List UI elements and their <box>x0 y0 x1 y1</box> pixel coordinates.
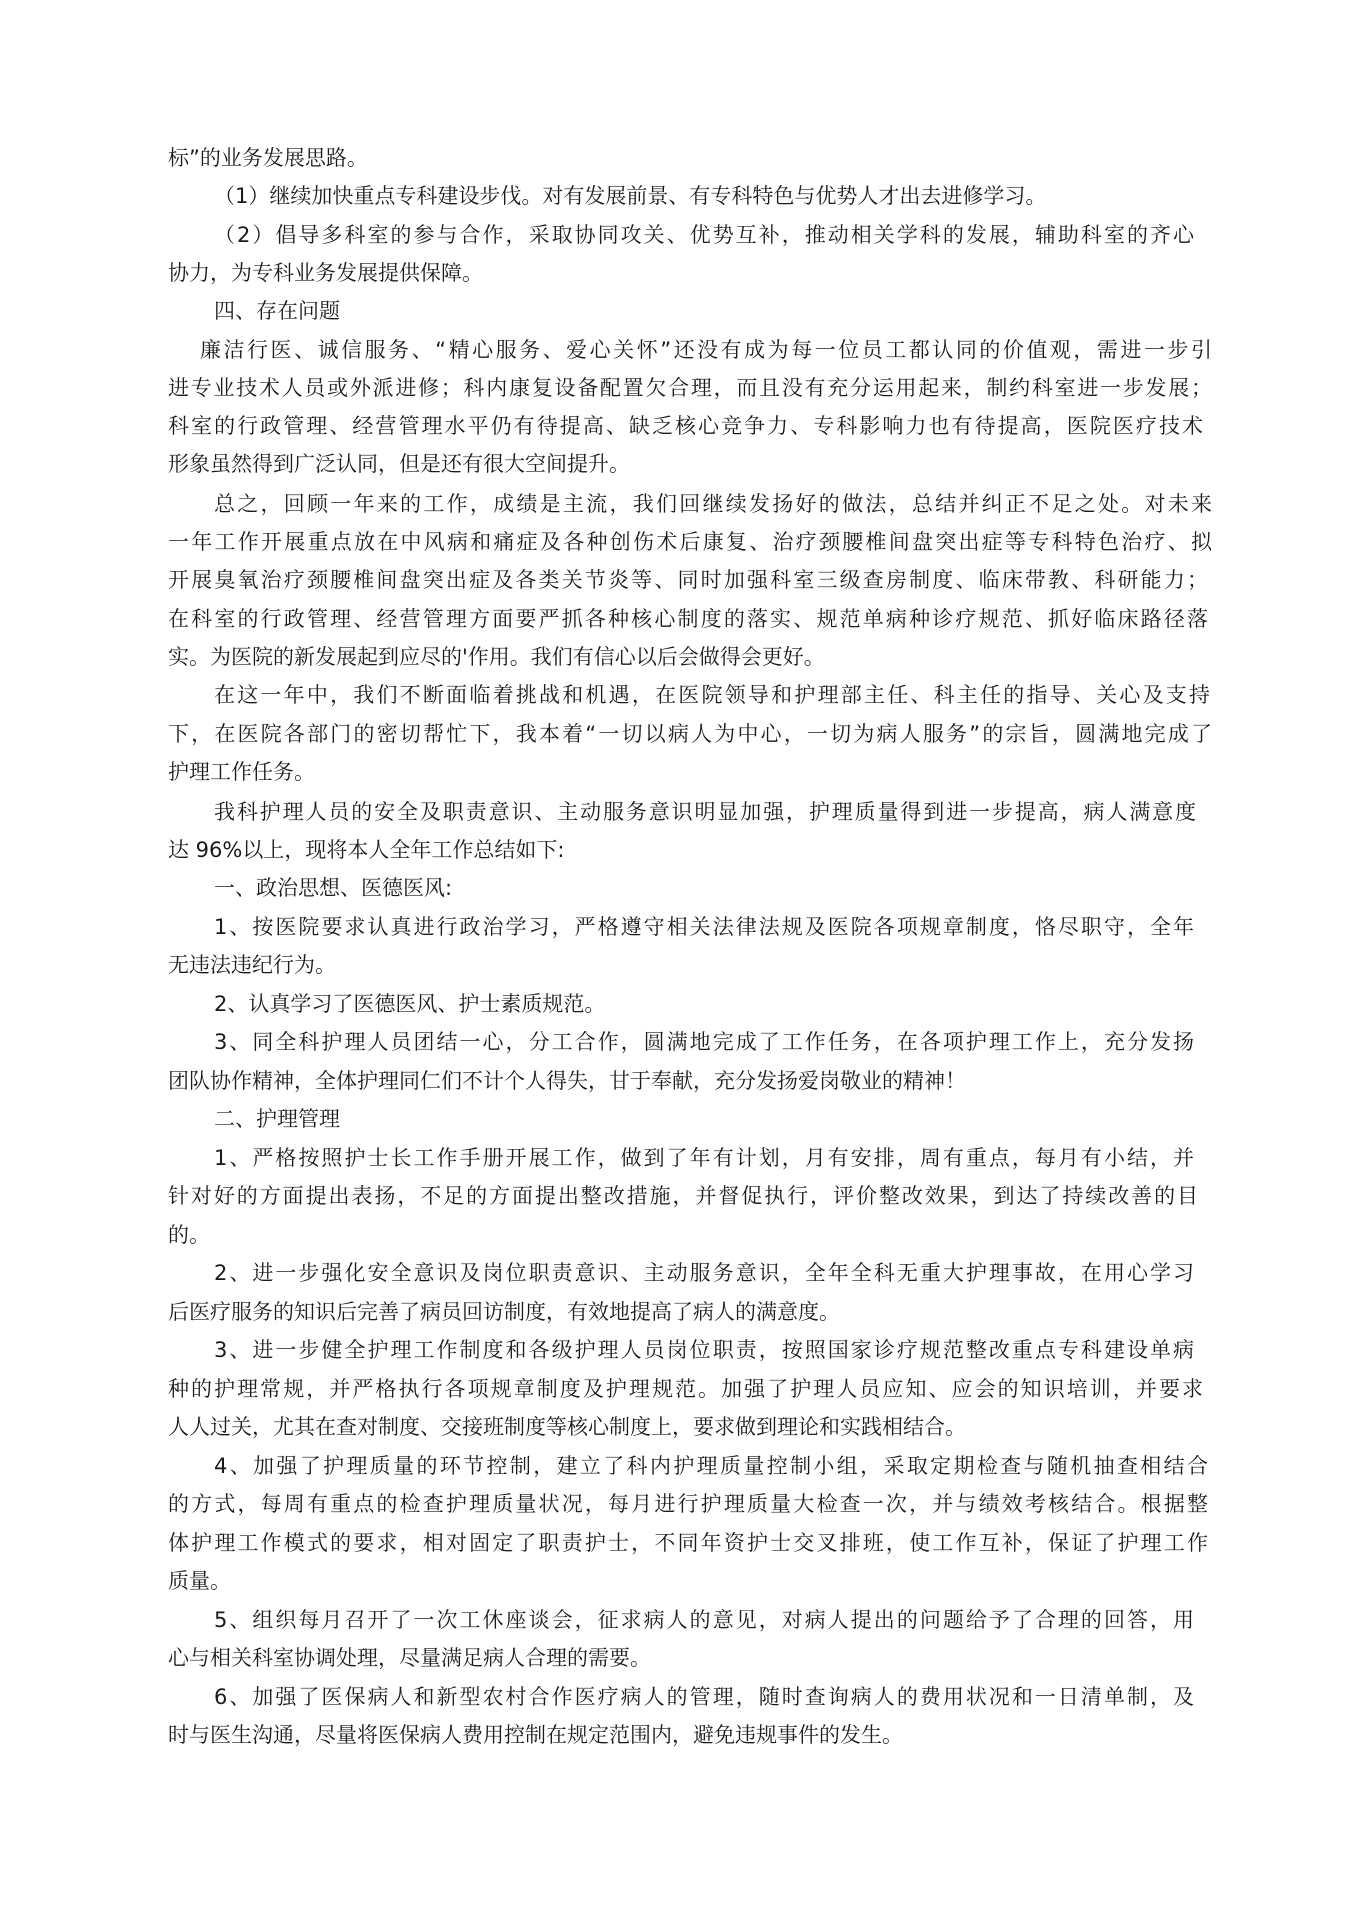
text-line: 的方式，每周有重点的检查护理质量状况，每月进行护理质量大检查一次，并与绩效考核结合。根据整 <box>168 1492 1208 1516</box>
text-line: （2）倡导多科室的参与合作，采取协同攻关、优势互补，推动相关学科的发展，辅助科室的齐心 <box>214 223 1194 247</box>
text-line: 科室的行政管理、经营管理水平仍有待提高、缺乏核心竞争力、专科影响力也有待提高，医院医疗技术 <box>168 414 1203 438</box>
text-line: 3、进一步健全护理工作制度和各级护理人员岗位职责，按照国家诊疗规范整改重点专科建设单病 <box>214 1338 1194 1362</box>
text-line: 四、存在问题 <box>214 299 340 323</box>
text-line: 廉洁行医、诚信服务、“精心服务、爱心关怀”还没有成为每一位员工都认同的价值观，需进一步引 <box>200 338 1212 362</box>
text-line: 一年工作开展重点放在中风病和痛症及各种创伤术后康复、治疗颈腰椎间盘突出症等专科特色治疗、拟 <box>168 530 1212 554</box>
text-line: 2、认真学习了医德医风、护士素质规范。 <box>214 992 606 1016</box>
text-line: 4、加强了护理质量的环节控制，建立了科内护理质量控制小组，采取定期检查与随机抽查相结合 <box>214 1454 1208 1478</box>
text-line: 在科室的行政管理、经营管理方面要严抓各种核心制度的落实、规范单病种诊疗规范、抓好临床路径落 <box>168 607 1208 631</box>
text-line: 进专业技术人员或外派进修；科内康复设备配置欠合理，而且没有充分运用起来，制约科室进一步发展； <box>168 376 1212 400</box>
text-line: 我科护理人员的安全及职责意识、主动服务意识明显加强，护理质量得到进一步提高，病人满意度 <box>214 800 1196 824</box>
text-line: 针对好的方面提出表扬，不足的方面提出整改措施，并督促执行，评价整改效果，到达了持续改善的目 <box>168 1184 1198 1208</box>
text-line: 总之，回顾一年来的工作，成绩是主流，我们回继续发扬好的做法，总结并纠正不足之处。对未来 <box>214 492 1212 516</box>
text-line: 开展臭氧治疗颈腰椎间盘突出症及各类关节炎等、同时加强科室三级查房制度、临床带教、科研能力； <box>168 568 1208 592</box>
text-line: 5、组织每月召开了一次工休座谈会，征求病人的意见，对病人提出的问题给予了合理的回答，用 <box>214 1608 1194 1632</box>
text-line: 在这一年中，我们不断面临着挑战和机遇，在医院领导和护理部主任、科主任的指导、关心及支持 <box>214 683 1210 707</box>
text-line: 体护理工作模式的要求，相对固定了职责护士，不同年资护士交叉排班，使工作互补，保证了护理工作 <box>168 1531 1208 1555</box>
text-line: 心与相关科室协调处理，尽量满足病人合理的需要。 <box>168 1646 651 1670</box>
text-line: 团队协作精神，全体护理同仁们不计个人得失，甘于奉献，充分发扬爱岗敬业的精神！ <box>168 1069 966 1093</box>
text-line: 的。 <box>168 1223 210 1247</box>
text-line: 后医疗服务的知识后完善了病员回访制度，有效地提高了病人的满意度。 <box>168 1300 840 1324</box>
text-line: 质量。 <box>168 1569 231 1593</box>
text-line: 形象虽然得到广泛认同，但是还有很大空间提升。 <box>168 452 630 476</box>
text-line: 1、按医院要求认真进行政治学习，严格遵守相关法律法规及医院各项规章制度，恪尽职守，全年 <box>214 915 1194 939</box>
text-line: 实。为医院的新发展起到应尽的'作用。我们有信心以后会做得会更好。 <box>168 645 825 669</box>
text-line: 人人过关，尤其在查对制度、交接班制度等核心制度上，要求做到理论和实践相结合。 <box>168 1415 966 1439</box>
text-line: 3、同全科护理人员团结一心，分工合作，圆满地完成了工作任务，在各项护理工作上，充分发扬 <box>214 1030 1194 1054</box>
text-line: 下，在医院各部门的密切帮忙下，我本着“一切以病人为中心，一切为病人服务”的宗旨，圆满地完成了 <box>168 722 1212 746</box>
text-line: 1、严格按照护士长工作手册开展工作，做到了年有计划，月有安排，周有重点，每月有小结，并 <box>214 1146 1194 1170</box>
text-line: 种的护理常规，并严格执行各项规章制度及护理规范。加强了护理人员应知、应会的知识培训，并要求 <box>168 1377 1203 1401</box>
text-line: 时与医生沟通，尽量将医保病人费用控制在规定范围内，避免违规事件的发生。 <box>168 1723 903 1747</box>
text-line: 标”的业务发展思路。 <box>168 146 368 170</box>
text-line: 护理工作任务。 <box>168 760 315 784</box>
text-line: 协力，为专科业务发展提供保障。 <box>168 261 483 285</box>
text-line: 无违法违纪行为。 <box>168 953 336 977</box>
text-line: 6、加强了医保病人和新型农村合作医疗病人的管理，随时查询病人的费用状况和一日清单制，及 <box>214 1685 1194 1709</box>
text-line: （1）继续加快重点专科建设步伐。对有发展前景、有专科特色与优势人才出去进修学习。 <box>214 184 1047 208</box>
text-line: 一、政治思想、医德医风: <box>214 876 453 900</box>
text-line: 二、护理管理 <box>214 1107 340 1131</box>
text-line: 2、进一步强化安全意识及岗位职责意识、主动服务意识，全年全科无重大护理事故，在用心学习 <box>214 1261 1194 1285</box>
text-line: 达 96%以上，现将本人全年工作总结如下: <box>168 838 565 862</box>
